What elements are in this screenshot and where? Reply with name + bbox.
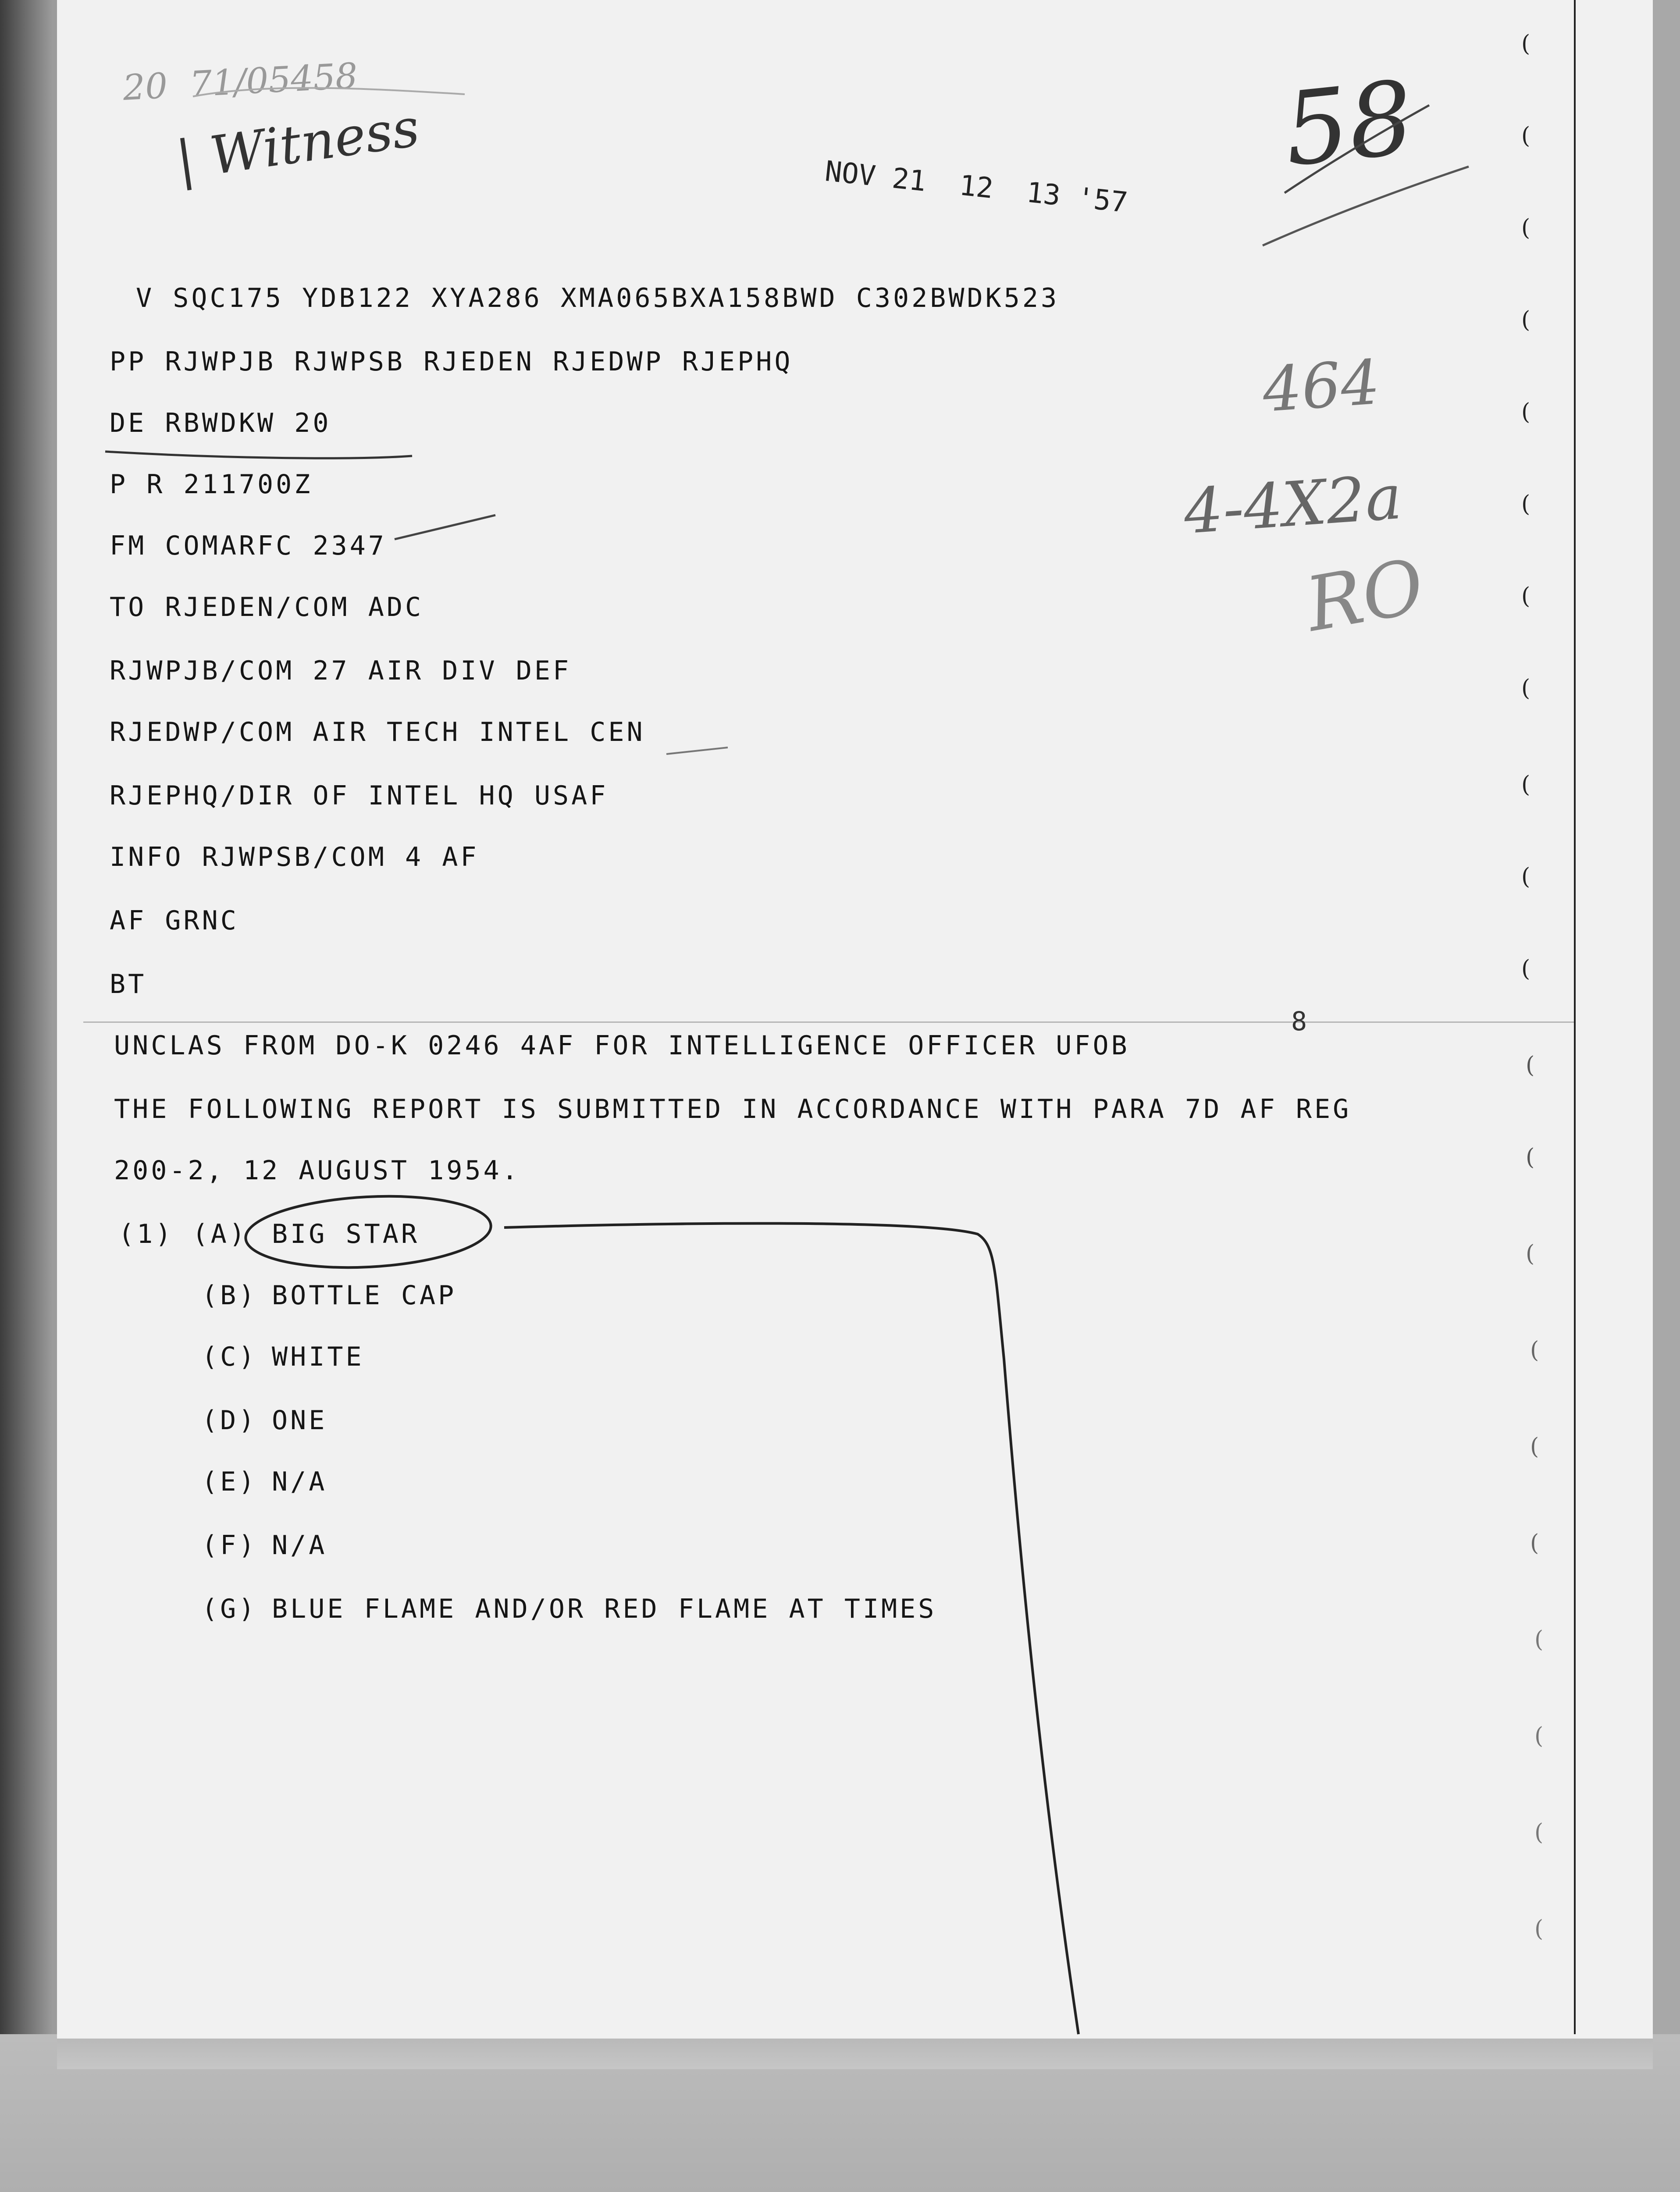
handwritten-initials: RO [1299,543,1431,649]
sprocket-hole-icon: ( [1521,215,1531,241]
sprocket-hole-icon: ( [1521,675,1531,701]
info-line: INFO RJWPSB/COM 4 AF [110,842,479,872]
connector-bracket-line [504,1224,1078,2034]
margin-mark: 8 [1291,1006,1310,1037]
to-line: RJEDWP/COM AIR TECH INTEL CEN [110,717,645,747]
sprocket-hole-icon: ( [1521,307,1531,333]
sprocket-hole-icon: ( [1530,1530,1539,1556]
handwritten-witness-note: | Witness [172,97,423,192]
sprocket-hole-icon: ( [1534,1626,1544,1653]
sprocket-hole-icon: ( [1521,31,1531,57]
sprocket-hole-icon: ( [1521,956,1531,982]
item-text: BOTTLE CAP [272,1280,457,1311]
handwritten-file-number: 20 71/05458 [121,55,359,108]
pen-stroke [1263,167,1469,246]
sprocket-hole-icon: ( [1526,1241,1535,1267]
precedence-line: PP RJWPJB RJWPSB RJEDEN RJEDWP RJEPHQ [110,346,793,377]
sprocket-hole-icon: ( [1534,1819,1544,1846]
item-label: (C) [202,1342,257,1372]
handwritten-side-note: 4-4X2a [1181,461,1404,548]
sprocket-hole-icon: ( [1521,123,1531,149]
item-label: (E) [202,1466,257,1497]
sprocket-hole-icon: ( [1521,399,1531,425]
de-line: DE RBWDKW 20 [110,408,331,438]
big-star-circle [244,1190,493,1273]
to-line: RJWPJB/COM 27 AIR DIV DEF [110,655,572,686]
to-line: TO RJEDEN/COM ADC [110,592,424,623]
item-text: BIG STAR [272,1219,420,1249]
item-text: N/A [272,1466,327,1497]
pen-stroke [193,88,465,96]
item-label: (D) [202,1405,257,1436]
item-text: ONE [272,1405,327,1436]
handwritten-side-note: 464 [1260,346,1382,427]
sprocket-hole-icon: ( [1526,1052,1535,1078]
pen-stroke [1285,105,1429,193]
received-time-stamp: NOV 21 12 13 '57 [823,155,1129,220]
routing-line: V SQC175 YDB122 XYA286 XMA065BXA158BWD C302BWDK523 [136,283,1060,313]
sprocket-hole-icon: ( [1521,772,1531,798]
item-label: (B) [202,1280,257,1311]
item-label: (1) (A) [118,1219,248,1249]
body-line: UNCLAS FROM DO-K 0246 4AF FOR INTELLIGENCE OFFICER UFOB [114,1030,1130,1061]
sprocket-hole-icon: ( [1521,491,1531,517]
sprocket-hole-icon: ( [1530,1434,1539,1460]
body-line: 200-2, 12 AUGUST 1954. [114,1155,520,1186]
item-text: BLUE FLAME AND/OR RED FLAME AT TIMES [272,1594,937,1624]
item-label: (F) [202,1530,257,1561]
datetime-line: P R 211700Z [110,469,313,500]
sprocket-hole-icon: ( [1521,864,1531,890]
pen-stroke [666,747,728,754]
body-line: THE FOLLOWING REPORT IS SUBMITTED IN ACCORDANCE WITH PARA 7D AF REG [114,1094,1352,1124]
sprocket-hole-icon: ( [1534,1916,1544,1942]
item-text: WHITE [272,1342,364,1372]
sprocket-hole-icon: ( [1521,583,1531,609]
pen-stroke [395,515,495,539]
item-label: (G) [202,1594,257,1624]
break-line: BT [110,969,147,1000]
sprocket-hole-icon: ( [1534,1723,1544,1749]
sprocket-hole-icon: ( [1530,1337,1539,1363]
item-text: N/A [272,1530,327,1561]
handwritten-page-number: 58 [1278,59,1419,189]
grnc-line: AF GRNC [110,905,239,936]
de-line-underline [105,452,412,458]
to-line: RJEPHQ/DIR OF INTEL HQ USAF [110,780,609,811]
from-line: FM COMARFC 2347 [110,530,387,561]
sprocket-hole-icon: ( [1526,1144,1535,1171]
